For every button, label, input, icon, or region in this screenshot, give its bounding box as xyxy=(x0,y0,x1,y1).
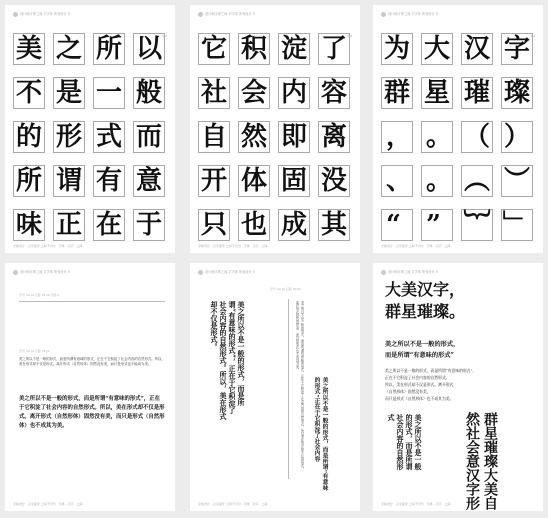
vertical-text-specimen-large: 美之所以不是一般的形式，而是所谓“有意味的形式”正在于它积淀了社会内容 xyxy=(313,377,327,491)
page-footer: 字体设计 · 汉字美学 之间不可分 · 字体 · 汉字 · 之间 xyxy=(13,244,83,248)
glyph-cell: 自 xyxy=(198,121,230,153)
glyph-cell: 有 xyxy=(93,165,125,197)
glyph-cell: 淀 xyxy=(278,33,310,65)
glyph-cell: 一 xyxy=(93,77,125,109)
page-number: 1/2 xyxy=(347,34,352,38)
vertical-text-specimen: 美之所以不是一般的形式，而是所谓社会内容的自然形式 xyxy=(387,414,423,470)
specimen-page-5 xyxy=(190,263,360,511)
specimen-page-3 xyxy=(373,5,543,253)
page-footer: 字体设计 · 汉字美学 之间不可分 · 字体 · 汉字 · 之间 xyxy=(198,502,268,506)
punctuation-cell: 。 xyxy=(421,121,453,153)
punctuation-cell: 、 xyxy=(381,165,413,197)
glyph-cell: 是 xyxy=(53,77,85,109)
glyph-cell: 在 xyxy=(93,209,125,241)
glyph-cell: 固 xyxy=(278,165,310,197)
specimen-page-2 xyxy=(190,5,360,253)
glyph-cell: 只 xyxy=(198,209,230,241)
page-footer: 字体设计 · 汉字美学 之间不可分 · 字体 · 汉字 · 之间 xyxy=(198,244,268,248)
glyph-cell: 体 xyxy=(238,165,270,197)
punctuation-cell: “ xyxy=(381,209,413,241)
glyph-grid xyxy=(381,33,533,241)
glyph-grid xyxy=(13,33,165,241)
glyph-cell: 字 xyxy=(501,33,533,65)
glyph-cell: 了 xyxy=(318,33,350,65)
page-number: 1/2 xyxy=(162,34,167,38)
vertical-text-specimen-small: 美之所以不是一般的形式，而是所谓有意味的形式，正在于它积淀了社会内容的自然形式。所以美在形式却不仅是形式。离开形式固然没有美，而只是形式也不成其为美。 xyxy=(295,301,304,471)
punctuation-cell: （ xyxy=(461,121,493,153)
logo-dot-icon xyxy=(198,12,203,17)
logo-dot-icon xyxy=(13,12,18,17)
glyph-cell: 也 xyxy=(238,209,270,241)
glyph-cell: 开 xyxy=(198,165,230,197)
glyph-cell: 美 xyxy=(13,33,45,65)
glyph-grid xyxy=(198,33,350,241)
subheadline: 美之所以不是一般的形式， 而是所谓“有意味的形式” xyxy=(385,341,460,359)
glyph-cell: 以 xyxy=(133,33,165,65)
page-header: 设计师字库之间 字字体 所有设计 3 xyxy=(381,11,438,17)
glyph-cell: 所 xyxy=(93,33,125,65)
vertical-text-specimen: 美之所以不是一般的形式，而是所谓“有意味的形式”，正在于它积淀了社会内容的自然形式。所以，美在形式却不仅是形式。 xyxy=(210,301,246,420)
glyph-cell: 群 xyxy=(381,77,413,109)
glyph-cell: 正 xyxy=(53,209,85,241)
vertical-headline: 群星璀璨大美自然社会意汉字形 xyxy=(464,412,498,510)
specimen-page-1 xyxy=(5,5,175,253)
glyph-cell: 没 xyxy=(318,165,350,197)
glyph-cell: 然 xyxy=(238,121,270,153)
glyph-cell: 内 xyxy=(278,77,310,109)
page-header: 设计师字库之间 字字体 所有设计 3 xyxy=(198,269,255,275)
glyph-cell: 为 xyxy=(381,33,413,65)
glyph-cell: 所 xyxy=(13,165,45,197)
page-footer: 字体设计 · 汉字美学 之间不可分 · 字体 · 汉字 · 之间 xyxy=(381,502,451,506)
headline: 大美汉字， 群星璀璨。 xyxy=(385,280,466,321)
glyph-cell: 璨 xyxy=(501,77,533,109)
glyph-cell: 大 xyxy=(421,33,453,65)
text-specimen-large: 美之所以不是一般的形式，而是所谓“有意味的形式”，正在于它积淀了社会内容的自然形式。所以，美在形式却不仅是形式。离开形式（自然形体）固然没有美，而只是形式（自然形体）也不成其为美。 xyxy=(19,396,165,429)
page-header: 设计师字库之间 字字体 所有设计 3 xyxy=(198,11,255,17)
glyph-cell: 式 xyxy=(93,121,125,153)
glyph-cell: 味 xyxy=(13,209,45,241)
divider xyxy=(288,299,289,479)
punctuation-cell: 。 xyxy=(421,165,453,197)
glyph-cell: 璀 xyxy=(461,77,493,109)
specimen-page-6 xyxy=(373,263,543,511)
divider xyxy=(19,301,165,302)
glyph-cell: 的 xyxy=(13,121,45,153)
logo-dot-icon xyxy=(198,270,203,275)
page-number: 1/2 xyxy=(530,34,535,38)
glyph-cell: 不 xyxy=(13,77,45,109)
glyph-cell: 星 xyxy=(421,77,453,109)
page-footer: 字体设计 · 汉字美学 之间不可分 · 字体 · 汉字 · 之间 xyxy=(13,502,83,506)
glyph-cell: 于 xyxy=(133,209,165,241)
glyph-cell: 成 xyxy=(278,209,310,241)
spec-meta: 字号 16 pt 行距 24 pt 字距 0 xyxy=(19,293,60,297)
glyph-cell: 般 xyxy=(133,77,165,109)
punctuation-cell: ︶ xyxy=(501,165,533,197)
punctuation-cell: ︸ xyxy=(461,209,493,241)
punctuation-cell: ） xyxy=(501,121,533,153)
glyph-cell: 谓 xyxy=(53,165,85,197)
punctuation-cell: ” xyxy=(421,209,453,241)
glyph-cell: 离 xyxy=(318,121,350,153)
specimen-page-4 xyxy=(5,263,175,511)
glyph-cell: 形 xyxy=(53,121,85,153)
punctuation-cell: ︵ xyxy=(461,165,493,197)
glyph-cell: 社 xyxy=(198,77,230,109)
punctuation-cell: ﹂ xyxy=(501,209,533,241)
glyph-cell: 意 xyxy=(133,165,165,197)
text-specimen: 美之所以不是一般的形式，而是所谓有意味的形式，正在于它积淀了社会内容的自然形式。所以，美在形式却不仅是形式。离开形式（自然形体）固然没有美，而只是形式也不能成为美。 xyxy=(19,357,165,366)
punctuation-cell: ， xyxy=(381,121,413,153)
spec-meta: 字号 10 pt 行距 18 pt xyxy=(19,349,50,353)
page-header: 设计师字库之间 字字体 所有设计 3 xyxy=(13,11,70,17)
spec-meta: 字号 12 pt 行距 20 pt xyxy=(270,287,301,291)
glyph-cell: 之 xyxy=(53,33,85,65)
logo-dot-icon xyxy=(13,270,18,275)
glyph-cell: 即 xyxy=(278,121,310,153)
logo-dot-icon xyxy=(381,12,386,17)
glyph-cell: 而 xyxy=(133,121,165,153)
page-header: 设计师字库之间 字字体 所有设计 3 xyxy=(381,269,438,275)
glyph-cell: 其 xyxy=(318,209,350,241)
glyph-cell: 容 xyxy=(318,77,350,109)
body-text: 美之所以不是一般的形式，而是所谓“有意味的形式”， 正在于它积淀了社会内容的自然形式。 所以，美在形式却不仅是形式。离开形式 （自然形体）固然没有美， 而只是形式（自然形体）也不成其为美。 xyxy=(385,368,477,401)
page-footer: 字体设计 · 汉字美学 之间不可分 · 字体 · 汉字 · 之间 xyxy=(381,244,451,248)
glyph-cell: 它 xyxy=(198,33,230,65)
page-header: 设计师字库之间 字字体 所有设计 3 xyxy=(13,269,70,275)
logo-dot-icon xyxy=(381,270,386,275)
glyph-cell: 积 xyxy=(238,33,270,65)
glyph-cell: 会 xyxy=(238,77,270,109)
glyph-cell: 汉 xyxy=(461,33,493,65)
